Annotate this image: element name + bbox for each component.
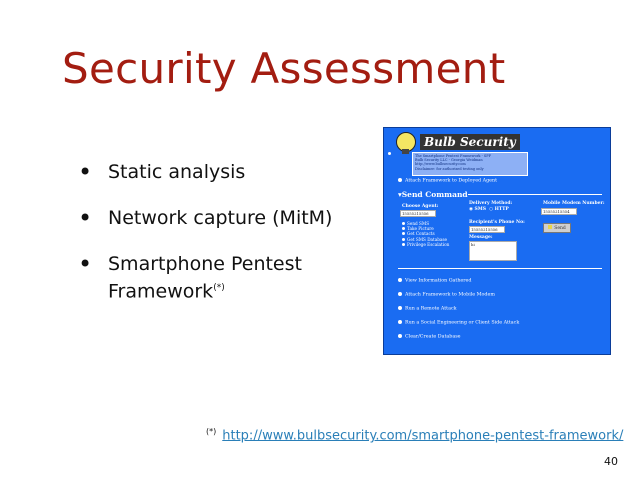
bullet-pentest-framework [78, 252, 378, 303]
slide-title: Security Assessment [62, 44, 506, 93]
command-send-sms[interactable]: Send SMS [402, 221, 449, 226]
command-list [402, 221, 449, 247]
bullet-text: Static analysis [108, 161, 246, 183]
attach-agent-link[interactable]: Attach Framework to Deployed Agent [398, 178, 497, 184]
page-number: 40 [604, 455, 618, 468]
send-button[interactable]: Send [543, 223, 571, 233]
choose-agent-label: Choose Agent: [402, 204, 439, 209]
menu-clear-database[interactable]: Clear/Create Database [398, 334, 461, 340]
radio-icon [398, 320, 402, 324]
footnote-marker: (*) [206, 427, 217, 436]
info-box [412, 152, 528, 176]
bullet-dot-icon: • [78, 204, 93, 232]
message-textarea[interactable]: hi [469, 241, 517, 261]
footnote-ref: (*) [213, 283, 225, 293]
recipient-label: Recipient's Phone No: [469, 220, 525, 225]
framework-link[interactable]: http://www.bulbsecurity.com/smartphone-pentest-framework/ [222, 428, 624, 444]
command-get-sms-db[interactable]: Get SMS Database [402, 237, 449, 242]
menu-social-engineering[interactable]: Run a Social Engineering or Client Side Attack [398, 320, 519, 326]
recipient-input[interactable]: 15555215556 [469, 226, 505, 233]
command-take-picture[interactable]: Take Picture [402, 226, 449, 231]
menu-view-info[interactable]: View Information Gathered [398, 278, 471, 284]
delivery-options [469, 207, 509, 212]
bullet-network-capture [78, 206, 378, 230]
lightbulb-base [402, 149, 409, 154]
brand-name: Bulb Security [420, 134, 520, 150]
modem-number-select[interactable]: 15555215554 [541, 208, 577, 215]
radio-icon [398, 292, 402, 296]
info-line: The Smartphone Pentest Framework - SPF [415, 154, 492, 158]
footnote [206, 427, 623, 443]
divider [468, 194, 602, 195]
command-privilege-escalation[interactable]: Privilege Escalation [402, 242, 449, 247]
radio-icon [398, 334, 402, 338]
side-marker [388, 152, 391, 155]
send-command-heading: ▾Send Command [398, 190, 468, 199]
http-radio[interactable]: ○ HTTP [489, 207, 509, 212]
choose-agent-select[interactable]: 15555215556 [400, 210, 436, 217]
sms-radio[interactable]: ◉ SMS [469, 207, 486, 212]
bullet-list [78, 160, 378, 325]
framework-screenshot [383, 127, 611, 355]
bullet-dot-icon: • [78, 250, 93, 278]
radio-icon [398, 306, 402, 310]
radio-icon [398, 178, 402, 182]
bullet-text: Smartphone Pentest Framework [108, 253, 302, 303]
radio-icon [398, 278, 402, 282]
info-line: Disclaimer: for authorized testing only [415, 166, 484, 171]
send-icon [548, 225, 552, 229]
menu-attach-modem[interactable]: Attach Framework to Mobile Modem [398, 292, 495, 298]
delivery-method-label: Delivery Method: [469, 201, 513, 206]
divider [398, 268, 602, 269]
command-get-contacts[interactable]: Get Contacts [402, 231, 449, 236]
bullet-static-analysis [78, 160, 378, 184]
info-line: Bulb Security LLC - Georgia Weidman [415, 158, 483, 163]
modem-number-label: Mobile Modem Number: [543, 201, 605, 206]
bullet-dot-icon: • [78, 158, 93, 186]
bullet-text: Network capture (MitM) [108, 207, 333, 229]
menu-remote-attack[interactable]: Run a Remote Attack [398, 306, 457, 312]
info-line: http://www.bulbsecurity.com [415, 162, 466, 167]
message-label: Message: [469, 235, 493, 240]
